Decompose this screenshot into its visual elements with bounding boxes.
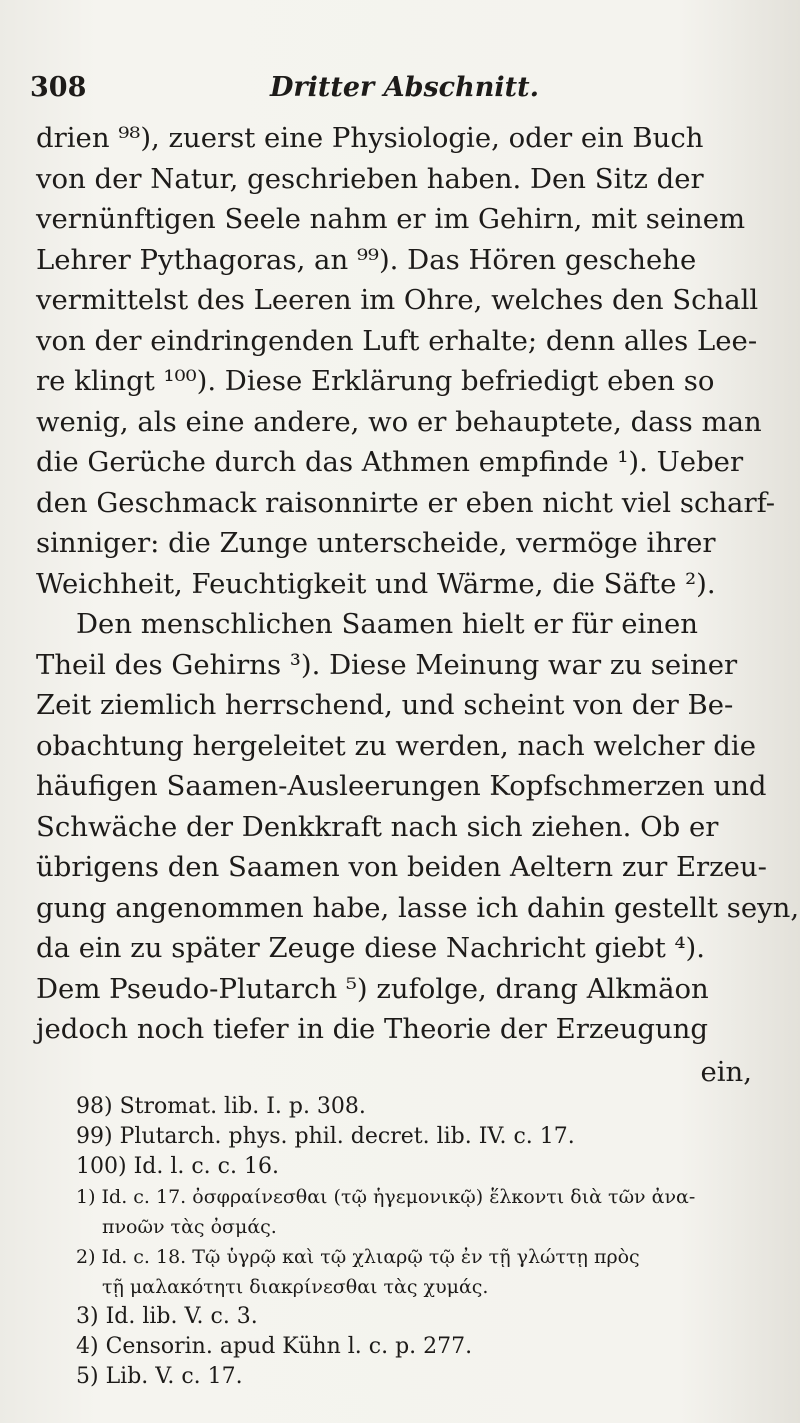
footnote: 3) Id. lib. V. c. 3. <box>76 1304 258 1329</box>
text-line: da ein zu später Zeuge diese Nachricht giebt ⁴). <box>36 932 706 964</box>
text-line: vermittelst des Leeren im Ohre, welches den Schall <box>36 284 759 316</box>
main-text <box>36 118 800 1050</box>
text-line: sinniger: die Zunge unterscheide, vermöge ihrer <box>36 527 716 559</box>
text-line: Weichheit, Feuchtigkeit und Wärme, die Säfte ²). <box>36 567 716 600</box>
text-line: re klingt ¹⁰⁰). Diese Erklärung befriedigt eben so <box>36 365 715 397</box>
text-line: Lehrer Pythagoras, an ⁹⁹). Das Hören geschehe <box>36 243 697 276</box>
running-title: Dritter Abschnitt. <box>270 72 539 103</box>
catchword: ein, <box>700 1056 752 1088</box>
footnotes <box>76 1092 756 1392</box>
text-line: obachtung hergeleitet zu werden, nach welcher die <box>36 729 756 762</box>
footnote-continuation: τῇ μαλακότητι διακρίνεσθαι τὰς χυμάς. <box>102 1276 489 1298</box>
page-header <box>30 66 765 110</box>
footnote: 99) Plutarch. phys. phil. decret. lib. IV. c. 17. <box>76 1124 575 1149</box>
footnote: 4) Censorin. apud Kühn l. c. p. 277. <box>76 1334 473 1359</box>
text-line: Schwäche der Denkkraft nach sich ziehen. Ob er <box>36 810 719 843</box>
text-line: übrigens den Saamen von beiden Aeltern zur Erzeu- <box>36 851 767 883</box>
text-line: Theil des Gehirns ³). Diese Meinung war zu seiner <box>36 648 738 681</box>
text-line: wenig, als eine andere, wo er behauptete, dass man <box>36 405 762 438</box>
footnote: 1) Id. c. 17. ὀσφραίνεσθαι (τῷ ἡγεμονικῷ) ἕλκοντι διὰ τῶν ἀνα- <box>76 1186 696 1208</box>
text-line: von der eindringenden Luft erhalte; denn alles Lee- <box>36 324 758 357</box>
text-line: jedoch noch tiefer in die Theorie der Erzeugung <box>36 1013 708 1045</box>
text-line: drien ⁹⁸), zuerst eine Physiologie, oder ein Buch <box>36 122 704 154</box>
text-line: Zeit ziemlich herrschend, und scheint von der Be- <box>36 689 734 721</box>
text-line: von der Natur, geschrieben haben. Den Sitz der <box>36 162 704 195</box>
text-line: die Gerüche durch das Athmen empfinde ¹). Ueber <box>36 446 744 478</box>
footnote: 5) Lib. V. c. 17. <box>76 1364 243 1389</box>
text-line: den Geschmack raisonnirte er eben nicht viel scharf- <box>36 486 776 519</box>
footnote: 100) Id. l. c. c. 16. <box>76 1154 279 1179</box>
text-line: Dem Pseudo-Plutarch ⁵) zufolge, drang Alkmäon <box>36 972 709 1005</box>
page-number: 308 <box>30 72 87 103</box>
text-line: gung angenommen habe, lasse ich dahin gestellt seyn, <box>36 891 800 924</box>
footnote: 2) Id. c. 18. Τῷ ὑγρῷ καὶ τῷ χλιαρῷ τῷ ἐν τῇ γλώττῃ πρὸς <box>76 1246 640 1268</box>
footnote-continuation: πνοῶν τὰς ὀσμάς. <box>102 1216 277 1238</box>
footnote: 98) Stromat. lib. I. p. 308. <box>76 1094 366 1119</box>
text-line: häufigen Saamen-Ausleerungen Kopfschmerzen und <box>36 770 767 802</box>
text-line: Den menschlichen Saamen hielt er für einen <box>76 608 698 640</box>
text-line: vernünftigen Seele nahm er im Gehirn, mit seinem <box>36 203 746 235</box>
